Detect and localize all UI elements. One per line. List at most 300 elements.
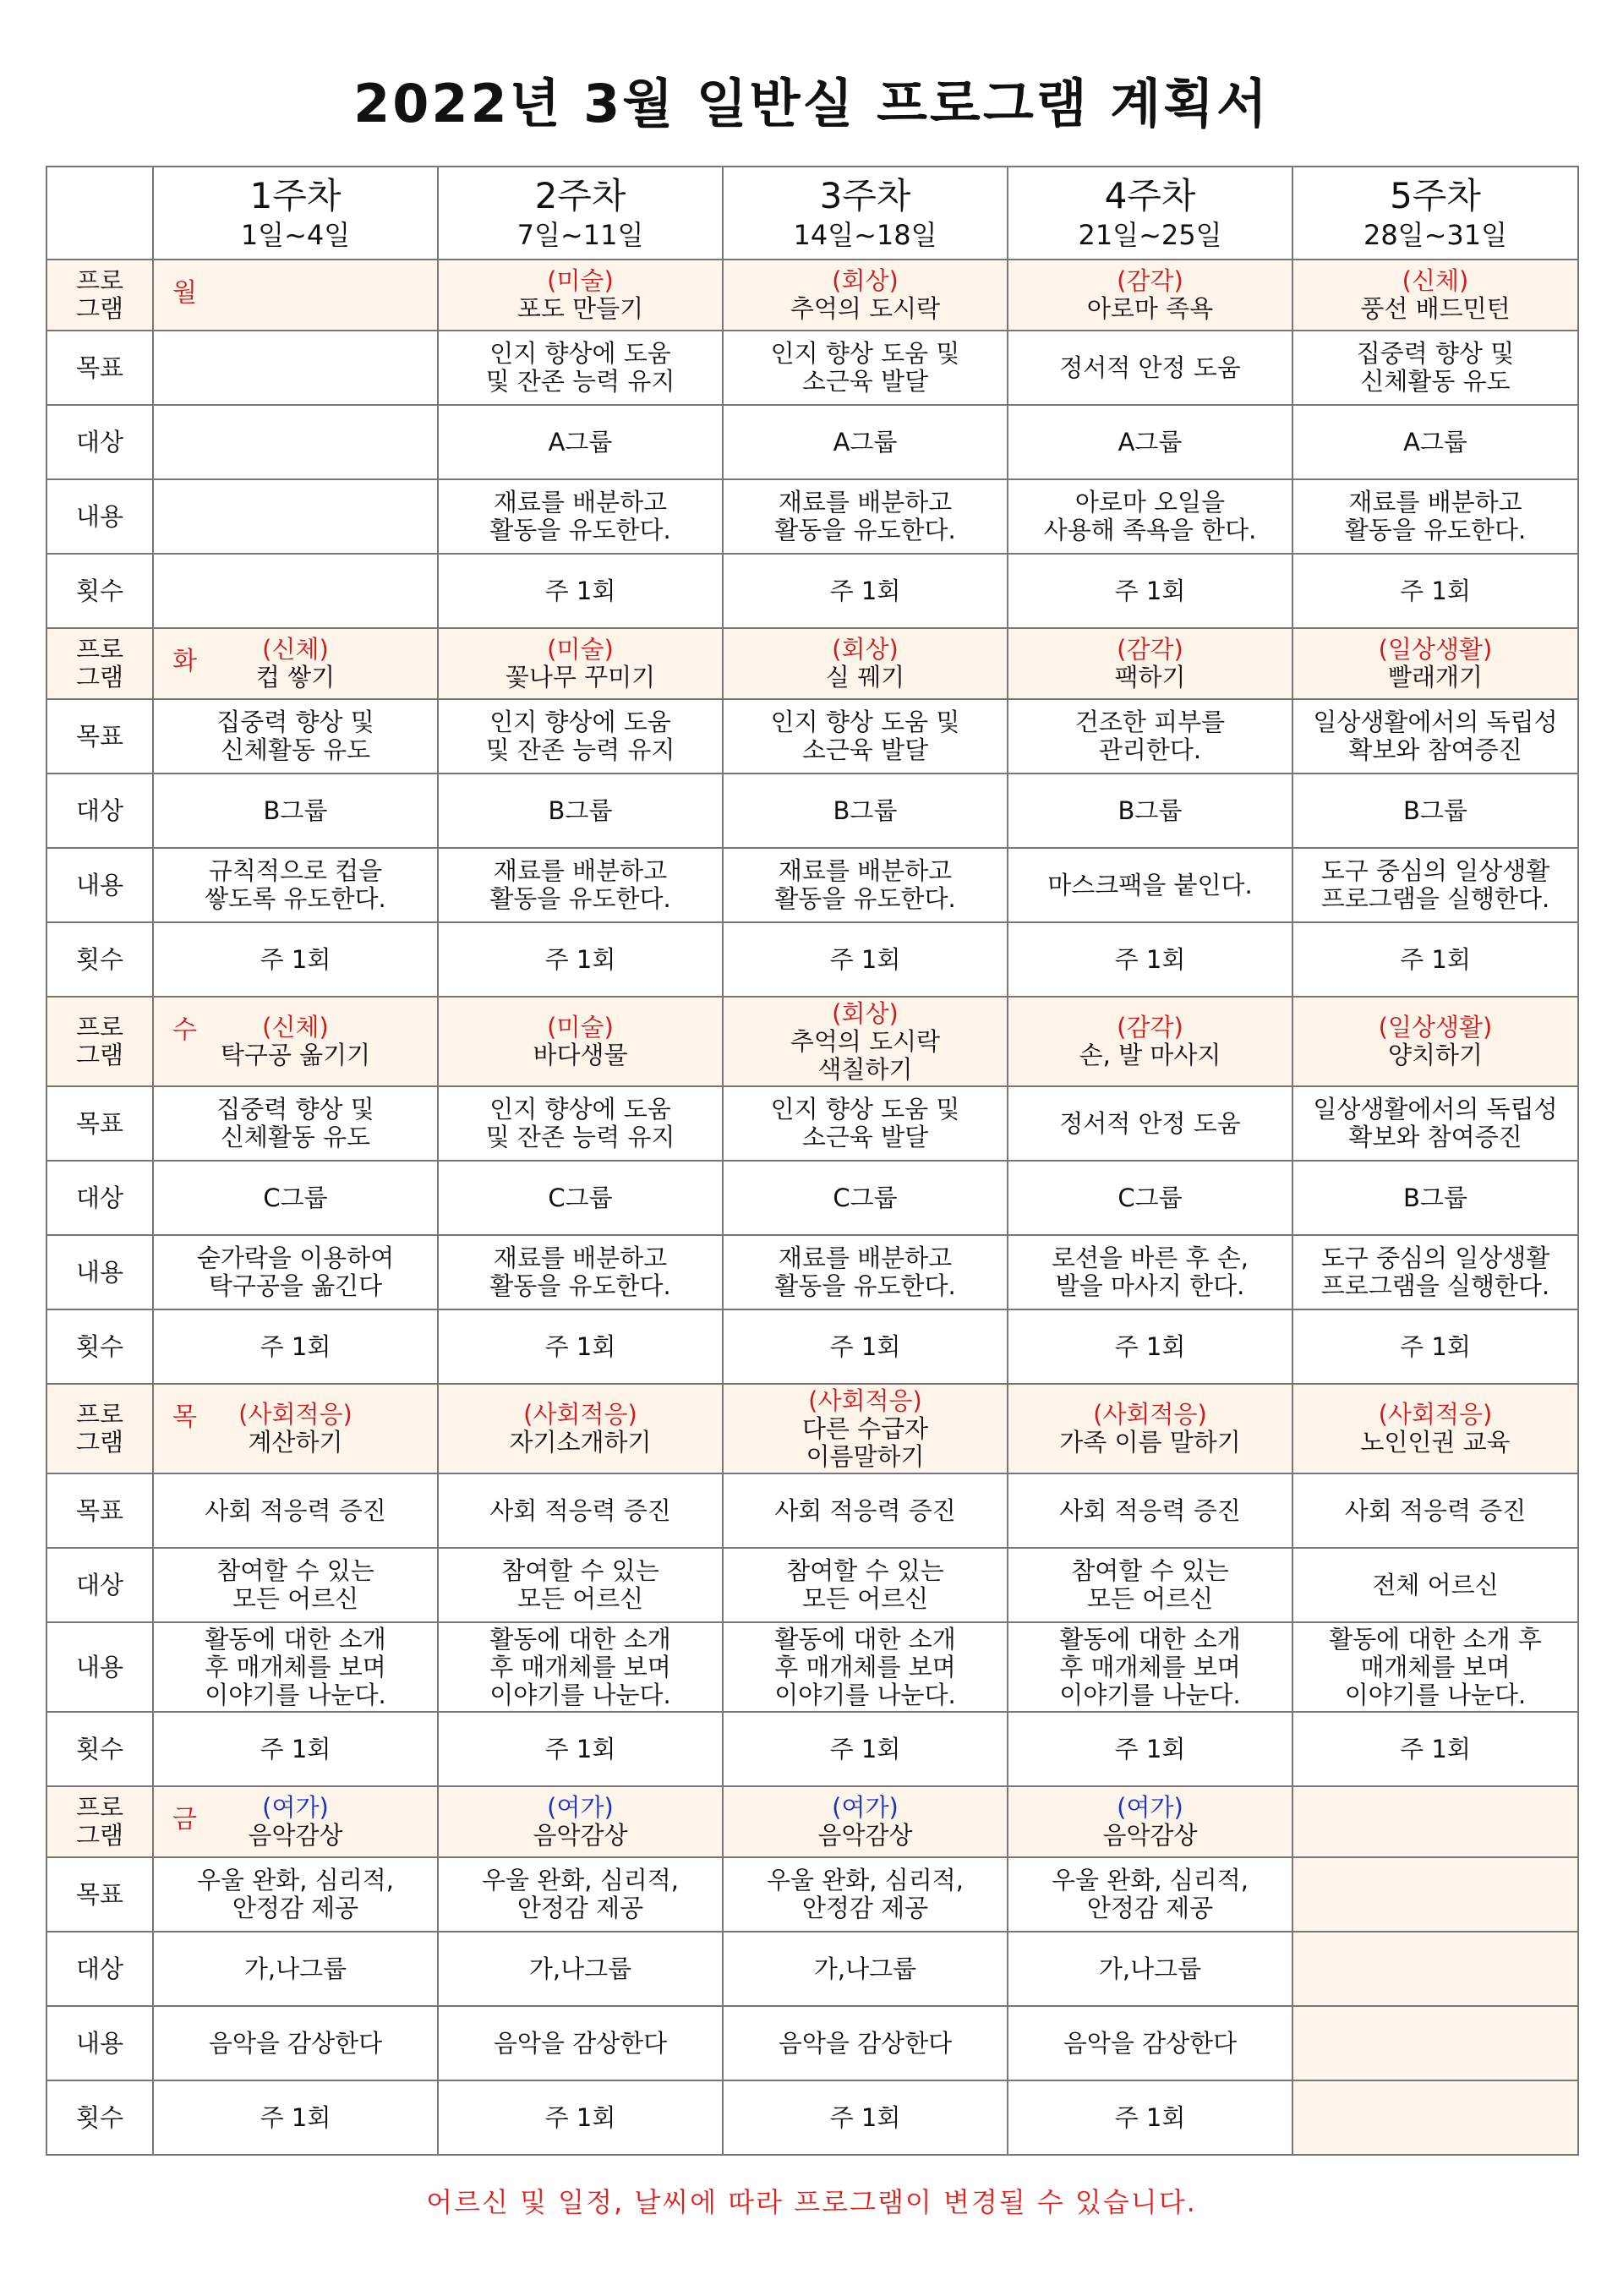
goal-text: 일상생활에서의 독립성 확보와 참여증진 xyxy=(1313,708,1558,764)
target-label: 대상 xyxy=(46,1161,153,1235)
target-cell xyxy=(438,1548,723,1622)
content-cell xyxy=(1292,848,1578,922)
week-name: 3주차 xyxy=(819,175,911,216)
content-text: 음악을 감상한다 xyxy=(208,2028,383,2058)
content-row xyxy=(46,848,1578,922)
program-cell xyxy=(723,628,1008,699)
week-dates: 7일~11일 xyxy=(516,219,644,251)
program-cell xyxy=(438,997,723,1086)
content-cell xyxy=(1008,479,1292,554)
program-category: (신체) xyxy=(1402,266,1469,295)
program-label-text: 프로 그램 xyxy=(75,1793,124,1850)
program-cell xyxy=(153,260,438,331)
program-cell xyxy=(1008,997,1292,1086)
program-category: (회상) xyxy=(832,998,899,1028)
target-text: B그룹 xyxy=(1118,795,1183,825)
target-row xyxy=(46,1548,1578,1622)
program-category: (신체) xyxy=(262,635,329,664)
goal-label: 목표 xyxy=(46,1086,153,1161)
program-cell xyxy=(1008,1384,1292,1473)
program-label xyxy=(46,1786,153,1857)
program-label xyxy=(46,628,153,699)
target-cell xyxy=(723,405,1008,479)
target-text: C그룹 xyxy=(833,1183,898,1212)
content-text: 재료를 배분하고 활동을 유도한다. xyxy=(489,488,671,544)
target-label: 대상 xyxy=(46,1932,153,2006)
content-cell xyxy=(1008,1235,1292,1309)
target-text: 참여할 수 있는 모든 어르신 xyxy=(786,1556,944,1613)
count-text: 주 1회 xyxy=(1400,1734,1471,1763)
content-text: 활동에 대한 소개 후 매개체를 보며 이야기를 나눈다. xyxy=(489,1624,671,1709)
program-category: (사회적응) xyxy=(1378,1400,1493,1429)
goal-cell xyxy=(438,331,723,405)
content-text: 재료를 배분하고 활동을 유도한다. xyxy=(774,488,956,544)
program-name: 음악감상 xyxy=(533,1821,628,1850)
target-cell xyxy=(153,1932,438,2006)
goal-cell xyxy=(438,1086,723,1161)
content-text: 아로마 오일을 사용해 족욕을 한다. xyxy=(1043,488,1257,544)
count-text: 주 1회 xyxy=(1400,1331,1471,1361)
content-cell xyxy=(1008,848,1292,922)
target-text: 가,나그룹 xyxy=(813,1954,917,1983)
target-cell xyxy=(1008,774,1292,848)
program-category: (미술) xyxy=(547,1013,614,1041)
program-category: (여가) xyxy=(262,1793,329,1822)
goal-row xyxy=(46,331,1578,405)
content-text: 재료를 배분하고 활동을 유도한다. xyxy=(489,1244,671,1300)
target-row xyxy=(46,405,1578,479)
count-cell xyxy=(1292,1712,1578,1786)
content-cell xyxy=(153,2006,438,2080)
week-header-2 xyxy=(438,167,723,260)
target-text: 참여할 수 있는 모든 어르신 xyxy=(1071,1556,1229,1613)
count-cell xyxy=(1008,1309,1292,1384)
count-row xyxy=(46,922,1578,997)
content-label: 내용 xyxy=(46,479,153,554)
goal-text: 인지 향상에 도움 및 잔존 능력 유지 xyxy=(485,339,675,396)
goal-text: 인지 향상 도움 및 소근육 발달 xyxy=(770,708,960,764)
count-label: 횟수 xyxy=(46,1712,153,1786)
weekday-label: 금 xyxy=(172,1805,197,1834)
week-name: 2주차 xyxy=(534,175,626,216)
program-label-text: 프로 그램 xyxy=(75,635,124,692)
content-text: 마스크팩을 붙인다. xyxy=(1047,870,1253,899)
count-text: 주 1회 xyxy=(544,944,616,974)
program-category: (미술) xyxy=(547,635,614,664)
count-cell xyxy=(438,922,723,997)
count-cell xyxy=(153,922,438,997)
count-cell xyxy=(1292,2080,1578,2155)
week-dates: 28일~31일 xyxy=(1363,219,1508,251)
content-text: 활동에 대한 소개 후 매개체를 보며 이야기를 나눈다. xyxy=(1329,1624,1542,1709)
goal-cell xyxy=(438,699,723,774)
program-cell xyxy=(438,1786,723,1857)
week-header-4 xyxy=(1008,167,1292,260)
content-cell xyxy=(153,1622,438,1712)
target-text: 전체 어르신 xyxy=(1372,1570,1499,1599)
count-cell xyxy=(723,554,1008,628)
target-label: 대상 xyxy=(46,405,153,479)
program-name: 빨래개기 xyxy=(1387,663,1484,692)
target-text: 참여할 수 있는 모든 어르신 xyxy=(501,1556,659,1613)
program-name: 실 꿰기 xyxy=(825,663,905,692)
week-header-row xyxy=(46,167,1578,260)
target-cell xyxy=(723,774,1008,848)
program-name: 풍선 배드민턴 xyxy=(1360,294,1511,323)
target-cell xyxy=(153,774,438,848)
goal-text: 집중력 향상 및 신체활동 유도 xyxy=(216,1095,374,1151)
program-name: 바다생물 xyxy=(533,1041,628,1069)
goal-cell xyxy=(153,1857,438,1932)
count-cell xyxy=(153,554,438,628)
content-text: 로션을 바른 후 손, 발을 마사지 한다. xyxy=(1052,1244,1249,1300)
week-header-1 xyxy=(153,167,438,260)
target-cell xyxy=(153,1161,438,1235)
weekday-label: 수 xyxy=(172,1015,197,1045)
goal-text: 정서적 안정 도움 xyxy=(1059,353,1241,382)
count-cell xyxy=(1008,1712,1292,1786)
program-row xyxy=(46,1786,1578,1857)
content-text: 규칙적으로 컵을 쌓도록 유도한다. xyxy=(205,856,386,913)
count-cell xyxy=(438,554,723,628)
program-category: (일상생활) xyxy=(1378,635,1493,664)
weekday-label: 목 xyxy=(172,1402,197,1432)
content-cell xyxy=(438,1235,723,1309)
goal-label: 목표 xyxy=(46,1473,153,1548)
content-text: 도구 중심의 일상생활 프로그램을 실행한다. xyxy=(1320,856,1550,913)
goal-cell xyxy=(1292,1473,1578,1548)
program-category: (회상) xyxy=(832,266,899,295)
count-text: 주 1회 xyxy=(1114,1331,1186,1361)
content-label: 내용 xyxy=(46,848,153,922)
target-cell xyxy=(1008,1548,1292,1622)
program-name: 가족 이름 말하기 xyxy=(1059,1428,1241,1457)
count-text: 주 1회 xyxy=(1114,576,1186,605)
program-category: (사회적응) xyxy=(523,1400,637,1429)
count-row xyxy=(46,1712,1578,1786)
week-header-5 xyxy=(1292,167,1578,260)
program-label-text: 프로 그램 xyxy=(75,1013,124,1069)
program-name: 음악감상 xyxy=(817,1821,913,1850)
program-cell xyxy=(723,260,1008,331)
goal-row xyxy=(46,1857,1578,1932)
goal-text: 인지 향상에 도움 및 잔존 능력 유지 xyxy=(485,708,675,764)
content-cell xyxy=(438,1622,723,1712)
program-row xyxy=(46,997,1578,1086)
target-cell xyxy=(1292,1548,1578,1622)
program-cell xyxy=(438,1384,723,1473)
goal-text: 일상생활에서의 독립성 확보와 참여증진 xyxy=(1313,1095,1558,1151)
content-cell xyxy=(1292,1622,1578,1712)
program-cell xyxy=(153,1786,438,1857)
program-name: 자기소개하기 xyxy=(509,1428,652,1457)
goal-cell xyxy=(723,1086,1008,1161)
count-cell xyxy=(153,2080,438,2155)
program-cell xyxy=(1008,1786,1292,1857)
week-header-3 xyxy=(723,167,1008,260)
content-text: 도구 중심의 일상생활 프로그램을 실행한다. xyxy=(1320,1244,1550,1300)
goal-text: 집중력 향상 및 신체활동 유도 xyxy=(1356,339,1515,396)
content-text: 재료를 배분하고 활동을 유도한다. xyxy=(489,856,671,913)
program-label xyxy=(46,260,153,331)
goal-text: 인지 향상에 도움 및 잔존 능력 유지 xyxy=(485,1095,675,1151)
program-category: (여가) xyxy=(1117,1793,1183,1822)
program-label xyxy=(46,1384,153,1473)
target-label: 대상 xyxy=(46,1548,153,1622)
goal-text: 우울 완화, 심리적, 안정감 제공 xyxy=(767,1866,964,1922)
goal-row xyxy=(46,1473,1578,1548)
target-text: C그룹 xyxy=(548,1183,613,1212)
target-cell xyxy=(438,1161,723,1235)
goal-cell xyxy=(1292,699,1578,774)
content-text: 활동에 대한 소개 후 매개체를 보며 이야기를 나눈다. xyxy=(774,1624,956,1709)
content-cell xyxy=(1008,1622,1292,1712)
program-category: (감각) xyxy=(1117,266,1183,295)
target-label: 대상 xyxy=(46,774,153,848)
header-corner xyxy=(46,167,153,260)
target-cell xyxy=(1292,1161,1578,1235)
program-name: 다른 수급자 이름말하기 xyxy=(801,1413,929,1471)
count-row xyxy=(46,2080,1578,2155)
goal-cell xyxy=(1292,331,1578,405)
program-cell xyxy=(723,1384,1008,1473)
program-cell xyxy=(723,997,1008,1086)
content-text: 음악을 감상한다 xyxy=(1063,2028,1238,2058)
content-cell xyxy=(438,848,723,922)
count-cell xyxy=(153,1309,438,1384)
count-text: 주 1회 xyxy=(829,944,901,974)
content-cell xyxy=(1292,1235,1578,1309)
program-category: (감각) xyxy=(1117,635,1183,664)
content-cell xyxy=(1292,2006,1578,2080)
content-label: 내용 xyxy=(46,2006,153,2080)
goal-cell xyxy=(153,1086,438,1161)
program-cell xyxy=(1008,260,1292,331)
target-cell xyxy=(1292,774,1578,848)
count-text: 주 1회 xyxy=(260,944,331,974)
goal-label: 목표 xyxy=(46,699,153,774)
count-cell xyxy=(1292,922,1578,997)
target-text: A그룹 xyxy=(1403,427,1467,456)
program-name: 추억의 도시락 xyxy=(790,294,941,323)
goal-text: 사회 적응력 증진 xyxy=(205,1495,386,1525)
week-dates: 21일~25일 xyxy=(1078,219,1222,251)
count-text: 주 1회 xyxy=(829,576,901,605)
program-name: 꽃나무 꾸미기 xyxy=(505,663,656,692)
program-name: 포도 만들기 xyxy=(516,294,644,323)
target-text: B그룹 xyxy=(263,795,328,825)
content-text: 재료를 배분하고 활동을 유도한다. xyxy=(1344,488,1527,544)
count-label: 횟수 xyxy=(46,554,153,628)
content-row xyxy=(46,1622,1578,1712)
count-cell xyxy=(723,2080,1008,2155)
target-cell xyxy=(153,405,438,479)
footer-notice: 어르신 및 일정, 날씨에 따라 프로그램이 변경될 수 있습니다. xyxy=(426,2186,1197,2218)
target-text: A그룹 xyxy=(1118,427,1183,456)
goal-text: 인지 향상 도움 및 소근육 발달 xyxy=(770,339,960,396)
content-cell xyxy=(1292,479,1578,554)
goal-text: 인지 향상 도움 및 소근육 발달 xyxy=(770,1095,960,1151)
content-cell xyxy=(723,848,1008,922)
content-cell xyxy=(1008,2006,1292,2080)
count-cell xyxy=(1008,554,1292,628)
goal-cell xyxy=(1008,1857,1292,1932)
goal-row xyxy=(46,699,1578,774)
content-cell xyxy=(153,479,438,554)
week-name: 4주차 xyxy=(1104,175,1196,216)
program-cell xyxy=(723,1786,1008,1857)
target-text: B그룹 xyxy=(548,795,613,825)
page-title: 2022년 3월 일반실 프로그램 계획서 xyxy=(353,73,1270,134)
program-name: 계산하기 xyxy=(248,1428,343,1457)
plan-body xyxy=(46,260,1578,2155)
content-row xyxy=(46,2006,1578,2080)
program-cell xyxy=(1292,628,1578,699)
target-cell xyxy=(438,1932,723,2006)
week-name: 1주차 xyxy=(249,175,342,216)
week-name: 5주차 xyxy=(1390,175,1481,216)
program-name: 아로마 족욕 xyxy=(1086,294,1214,323)
count-cell xyxy=(723,1712,1008,1786)
goal-cell xyxy=(153,331,438,405)
target-row xyxy=(46,1161,1578,1235)
program-category: (사회적응) xyxy=(808,1386,922,1415)
goal-text: 우울 완화, 심리적, 안정감 제공 xyxy=(482,1866,679,1922)
program-plan-table xyxy=(46,166,1579,2156)
count-text: 주 1회 xyxy=(260,1331,331,1361)
program-row xyxy=(46,628,1578,699)
goal-cell xyxy=(1292,1857,1578,1932)
content-cell xyxy=(438,2006,723,2080)
goal-cell xyxy=(723,1473,1008,1548)
program-category: (미술) xyxy=(547,266,614,295)
program-name: 양치하기 xyxy=(1387,1041,1484,1069)
count-cell xyxy=(153,1712,438,1786)
weekday-label: 화 xyxy=(172,647,197,676)
goal-text: 우울 완화, 심리적, 안정감 제공 xyxy=(197,1866,394,1922)
program-name: 추억의 도시락 색칠하기 xyxy=(790,1026,941,1084)
content-text: 재료를 배분하고 활동을 유도한다. xyxy=(774,856,956,913)
goal-row xyxy=(46,1086,1578,1161)
weekday-label: 월 xyxy=(172,278,197,308)
count-cell xyxy=(438,1712,723,1786)
target-text: B그룹 xyxy=(1403,1183,1467,1212)
count-row xyxy=(46,554,1578,628)
count-text: 주 1회 xyxy=(1400,576,1471,605)
target-text: C그룹 xyxy=(263,1183,328,1212)
goal-cell xyxy=(1008,1473,1292,1548)
goal-label: 목표 xyxy=(46,1857,153,1932)
content-text: 재료를 배분하고 활동을 유도한다. xyxy=(774,1244,956,1300)
program-cell xyxy=(438,260,723,331)
content-cell xyxy=(153,848,438,922)
goal-text: 건조한 피부를 관리한다. xyxy=(1074,708,1226,764)
program-cell xyxy=(1008,628,1292,699)
target-text: A그룹 xyxy=(833,427,898,456)
goal-cell xyxy=(438,1473,723,1548)
content-cell xyxy=(723,1235,1008,1309)
program-row xyxy=(46,260,1578,331)
content-text: 활동에 대한 소개 후 매개체를 보며 이야기를 나눈다. xyxy=(205,1624,386,1709)
content-cell xyxy=(153,1235,438,1309)
goal-cell xyxy=(723,331,1008,405)
program-cell xyxy=(1292,1384,1578,1473)
program-label xyxy=(46,997,153,1086)
target-cell xyxy=(723,1932,1008,2006)
target-text: B그룹 xyxy=(1403,795,1467,825)
program-cell xyxy=(153,628,438,699)
count-text: 주 1회 xyxy=(829,1734,901,1763)
count-text: 주 1회 xyxy=(544,1734,616,1763)
program-name: 팩하기 xyxy=(1114,663,1186,692)
goal-text: 집중력 향상 및 신체활동 유도 xyxy=(216,708,374,764)
goal-text: 사회 적응력 증진 xyxy=(489,1495,671,1525)
count-text: 주 1회 xyxy=(544,2102,616,2132)
count-text: 주 1회 xyxy=(1114,1734,1186,1763)
content-cell xyxy=(723,479,1008,554)
program-name: 음악감상 xyxy=(1102,1821,1198,1850)
count-cell xyxy=(438,2080,723,2155)
target-text: 가,나그룹 xyxy=(1098,1954,1202,1983)
count-label: 횟수 xyxy=(46,1309,153,1384)
count-cell xyxy=(1292,554,1578,628)
target-cell xyxy=(723,1548,1008,1622)
goal-text: 정서적 안정 도움 xyxy=(1059,1108,1241,1138)
program-cell xyxy=(1292,260,1578,331)
content-text: 음악을 감상한다 xyxy=(493,2028,668,2058)
target-text: A그룹 xyxy=(548,427,613,456)
program-cell xyxy=(153,997,438,1086)
program-category: (일상생활) xyxy=(1378,1013,1493,1041)
count-cell xyxy=(1008,2080,1292,2155)
program-cell xyxy=(1292,997,1578,1086)
goal-text: 사회 적응력 증진 xyxy=(1344,1495,1527,1525)
target-cell xyxy=(1292,405,1578,479)
content-label: 내용 xyxy=(46,1235,153,1309)
program-name: 탁구공 옮기기 xyxy=(220,1041,371,1069)
program-category: (감각) xyxy=(1117,1013,1183,1041)
count-text: 주 1회 xyxy=(829,1331,901,1361)
goal-cell xyxy=(438,1857,723,1932)
program-name: 컵 쌓기 xyxy=(255,663,336,692)
target-cell xyxy=(438,774,723,848)
count-cell xyxy=(1292,1309,1578,1384)
target-cell xyxy=(1008,1161,1292,1235)
count-label: 횟수 xyxy=(46,2080,153,2155)
week-dates: 14일~18일 xyxy=(793,219,937,251)
goal-cell xyxy=(723,699,1008,774)
target-cell xyxy=(153,1548,438,1622)
target-cell xyxy=(438,405,723,479)
program-cell xyxy=(438,628,723,699)
program-row xyxy=(46,1384,1578,1473)
goal-text: 사회 적응력 증진 xyxy=(774,1495,956,1525)
content-text: 숟가락을 이용하여 탁구공을 옮긴다 xyxy=(196,1244,395,1300)
target-row xyxy=(46,774,1578,848)
goal-text: 사회 적응력 증진 xyxy=(1059,1495,1241,1525)
goal-label: 목표 xyxy=(46,331,153,405)
count-row xyxy=(46,1309,1578,1384)
week-dates: 1일~4일 xyxy=(240,219,351,251)
goal-cell xyxy=(153,1473,438,1548)
target-text: 가,나그룹 xyxy=(243,1954,347,1983)
count-text: 주 1회 xyxy=(1114,2102,1186,2132)
goal-cell xyxy=(1008,699,1292,774)
goal-text: 우울 완화, 심리적, 안정감 제공 xyxy=(1052,1866,1249,1922)
target-text: 참여할 수 있는 모든 어르신 xyxy=(216,1556,374,1613)
program-category: (여가) xyxy=(832,1793,899,1822)
goal-cell xyxy=(1008,1086,1292,1161)
